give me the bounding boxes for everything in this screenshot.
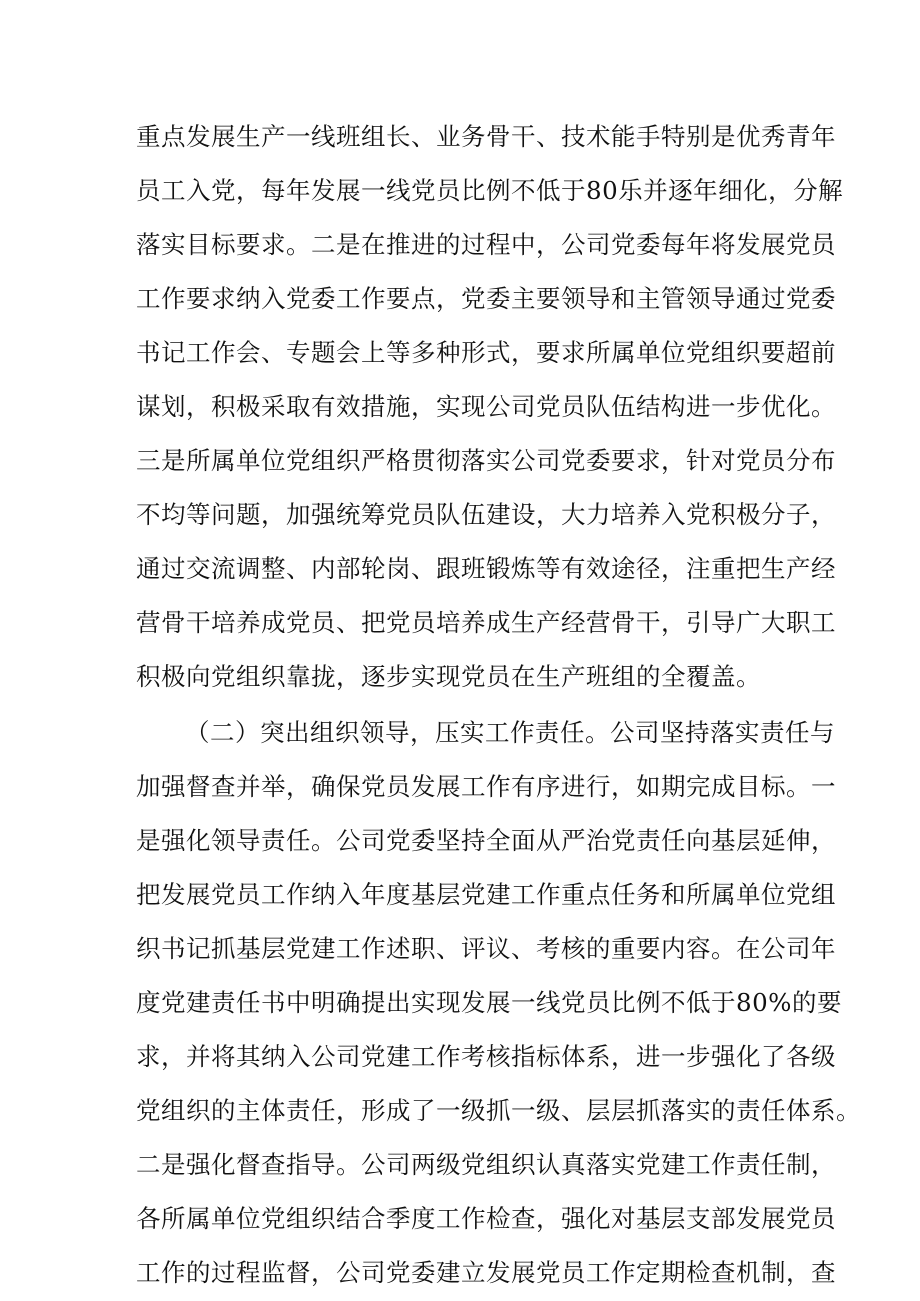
text-line: 谋划，积极采取有效措施，实现公司党员队伍结构进一步优化。	[136, 392, 836, 421]
paragraph-2	[136, 706, 861, 1300]
paragraph-1	[136, 110, 844, 704]
text-line: 党组织的主体责任，形成了一级抓一级、层层抓落实的责任体系。	[136, 1096, 861, 1125]
text-line: （二）突出组织领导，压实工作责任。公司坚持落实责任与	[185, 718, 835, 747]
text-line: 度党建责任书中明确提出实现发展一线党员比例不低于80%的要	[136, 988, 842, 1017]
text-line: 工作要求纳入党委工作要点，党委主要领导和主管领导通过党委	[136, 284, 836, 313]
text-line: 工作的过程监督，公司党委建立发展党员工作定期检查机制，查	[136, 1258, 836, 1287]
text-line: 营骨干培养成党员、把党员培养成生产经营骨干，引导广大职工	[136, 608, 836, 637]
text-line: 三是所属单位党组织严格贯彻落实公司党委要求，针对党员分布	[136, 446, 836, 475]
text-line: 通过交流调整、内部轮岗、跟班锻炼等有效途径，注重把生产经	[136, 554, 836, 583]
text-line: 书记工作会、专题会上等多种形式，要求所属单位党组织要超前	[136, 338, 836, 367]
text-line: 积极向党组织靠拢，逐步实现党员在生产班组的全覆盖。	[136, 662, 761, 691]
text-line: 员工入党，每年发展一线党员比例不低于80乐并逐年细化，分解	[136, 176, 844, 205]
text-line: 求，并将其纳入公司党建工作考核指标体系，进一步强化了各级	[136, 1042, 836, 1071]
document-body	[136, 110, 861, 1300]
text-line: 是强化领导责任。公司党委坚持全面从严治党责任向基层延伸，	[136, 826, 836, 855]
text-line: 各所属单位党组织结合季度工作检查，强化对基层支部发展党员	[136, 1204, 836, 1233]
text-line: 不均等问题，加强统筹党员队伍建设，大力培养入党积极分子，	[136, 500, 836, 529]
text-line: 落实目标要求。二是在推进的过程中，公司党委每年将发展党员	[136, 230, 836, 259]
text-line: 加强督查并举，确保党员发展工作有序进行，如期完成目标。一	[136, 772, 836, 801]
text-line: 织书记抓基层党建工作述职、评议、考核的重要内容。在公司年	[136, 934, 836, 963]
text-line: 重点发展生产一线班组长、业务骨干、技术能手特别是优秀青年	[136, 122, 836, 151]
text-line: 二是强化督查指导。公司两级党组织认真落实党建工作责任制，	[136, 1150, 836, 1179]
text-line: 把发展党员工作纳入年度基层党建工作重点任务和所属单位党组	[136, 880, 836, 909]
